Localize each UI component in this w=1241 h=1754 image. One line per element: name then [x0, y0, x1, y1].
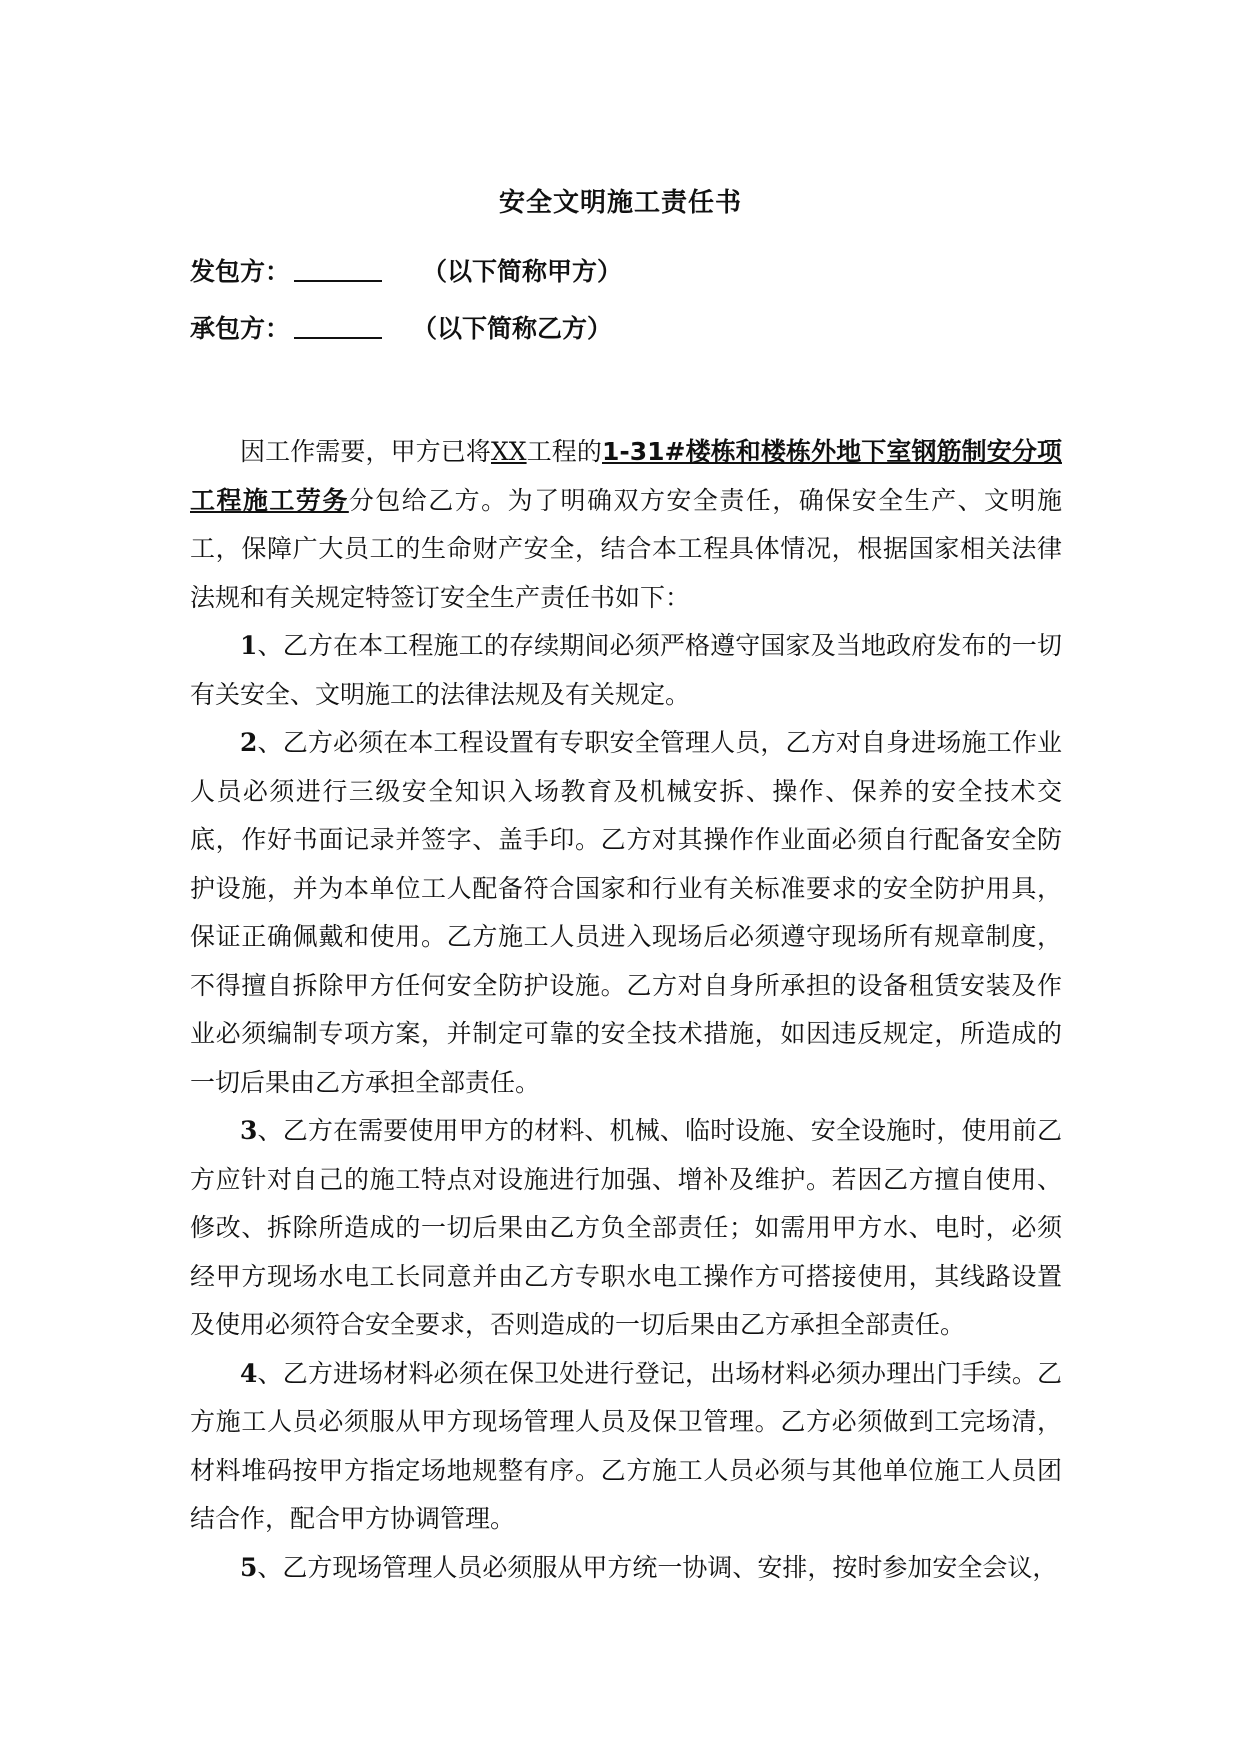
clause-3-number: 3: [240, 1116, 258, 1145]
intro-text-3: 分包给乙方。为了明确双方安全责任，确保安全生产、文明施工，保障广大员工的生命财产安全，结合本工程具体情况，根据国家相关法律法规和有关规定特签订安全生产责任书如下：: [190, 485, 1062, 612]
clause-5: [190, 1544, 1062, 1593]
party-b-note: （以下简称乙方）: [412, 314, 613, 343]
clause-2-text: 、乙方必须在本工程设置有专职安全管理人员，乙方对自身进场施工作业人员必须进行三级安全知识入场教育及机械安拆、操作、保养的安全技术交底，作好书面记录并签字、盖手印。乙方对其操作作业面必须自行配备安全防护设施，并为本单位工人配备符合国家和行业有关标准要求的安全防护用具，保证正确佩戴和使用。乙方施工人员进入现场后必须遵守现场所有规章制度，不得擅自拆除甲方任何安全防护设施。乙方对自身所承担的设备租赁安装及作业必须编制专项方案，并制定可靠的安全技术措施，如因违反规定，所造成的一切后果由乙方承担全部责任。: [190, 728, 1062, 1097]
clause-4-text: 、乙方进场材料必须在保卫处进行登记，出场材料必须办理出门手续。乙方施工人员必须服从甲方现场管理人员及保卫管理。乙方必须做到工完场清，材料堆码按甲方指定场地规整有序。乙方施工人员必须与其他单位施工人员团结合作，配合甲方协调管理。: [190, 1358, 1062, 1533]
document-body: [190, 428, 1062, 1592]
party-a-note: （以下简称甲方）: [422, 257, 623, 286]
document-title: 安全文明施工责任书: [498, 188, 742, 218]
work-scope: 1-31#楼栋和楼栋外地下室钢筋制安分项工程施工劳务: [190, 437, 1062, 515]
clause-3: [190, 1107, 1062, 1350]
party-b-line: [190, 309, 612, 345]
intro-paragraph: [190, 428, 1062, 622]
clause-1: [190, 622, 1062, 719]
project-name: XX: [490, 437, 527, 466]
party-a-line: [190, 252, 622, 288]
clause-4-number: 4: [240, 1358, 258, 1388]
clause-2: [190, 719, 1062, 1107]
clause-2-number: 2: [240, 728, 258, 757]
party-a-label: 发包方：: [190, 257, 291, 286]
clause-4: [190, 1350, 1062, 1544]
party-b-label: 承包方：: [190, 314, 291, 343]
intro-text-2: 工程的: [526, 437, 602, 466]
clause-5-number: 5: [240, 1552, 258, 1582]
clause-1-text: 、乙方在本工程施工的存续期间必须严格遵守国家及当地政府发布的一切有关安全、文明施工的法律法规及有关规定。: [190, 631, 1062, 709]
clause-5-text: 、乙方现场管理人员必须服从甲方统一协调、安排，按时参加安全会议，: [257, 1552, 1058, 1582]
intro-text-1: 因工作需要，甲方已将: [240, 437, 491, 466]
clause-3-text: 、乙方在需要使用甲方的材料、机械、临时设施、安全设施时，使用前乙方应针对自己的施工特点对设施进行加强、增补及维护。若因乙方擅自使用、修改、拆除所造成的一切后果由乙方负全部责任；如需用甲方水、电时，必须经甲方现场水电工长同意并由乙方专职水电工操作方可搭接使用，其线路设置及使用必须符合安全要求，否则造成的一切后果由乙方承担全部责任。: [190, 1116, 1062, 1339]
party-b-blank: [294, 337, 382, 339]
clause-1-number: 1: [240, 631, 258, 660]
party-a-blank: [294, 280, 382, 282]
